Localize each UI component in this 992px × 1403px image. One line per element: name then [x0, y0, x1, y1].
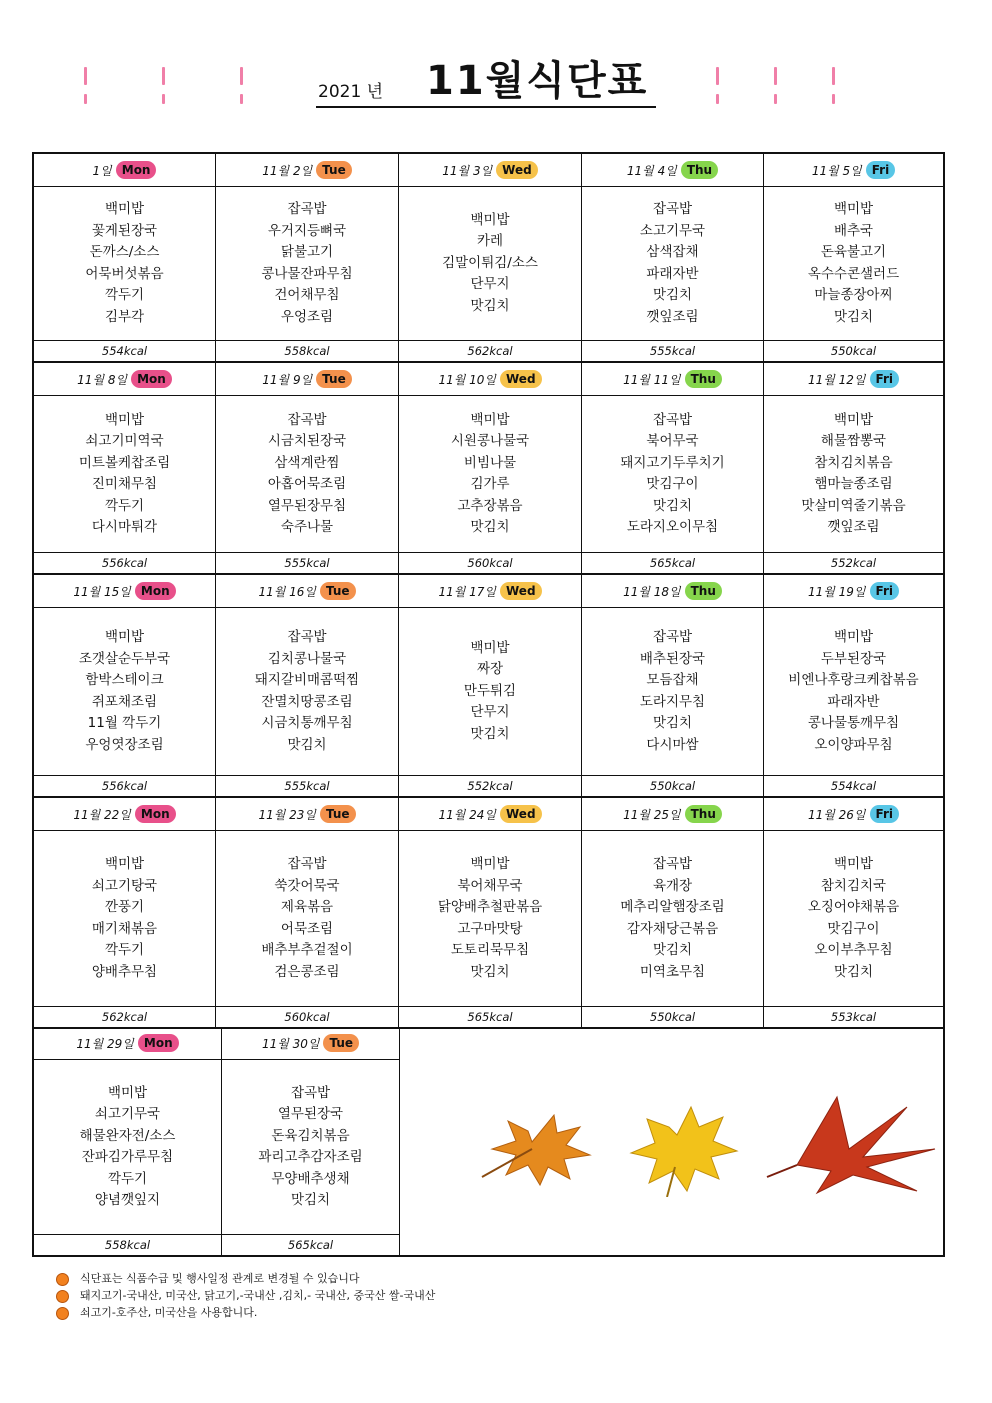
pink-tulip-icon — [832, 66, 842, 86]
day-cell — [582, 154, 764, 361]
week-row — [32, 796, 945, 1029]
dish: 잡곡밥 — [287, 856, 327, 872]
kcal-value: 556kcal — [34, 775, 215, 796]
day-cell — [399, 798, 582, 1027]
dish: 비빔나물 — [463, 454, 517, 471]
dish: 맛김치 — [287, 736, 327, 753]
dish: 고구마맛탕 — [457, 920, 523, 937]
dish: 삼색계란찜 — [274, 454, 340, 471]
dish: 백미밥 — [833, 629, 874, 645]
week-row — [32, 1027, 945, 1257]
day-cell — [34, 1027, 222, 1255]
day-cell — [34, 154, 216, 361]
dish: 도라지오이무침 — [626, 519, 719, 535]
dish: 쇠고기미역국 — [85, 433, 164, 449]
kcal-value: 552kcal — [399, 775, 581, 796]
dish: 우거지등뼈국 — [267, 222, 347, 239]
day-date: 11월 15일 — [73, 584, 131, 599]
dish: 조갯살순두부국 — [78, 650, 171, 667]
dish: 해물완자전/소스 — [79, 1127, 176, 1144]
weekday-badge: Fri — [870, 370, 899, 388]
weekday-badge: Fri — [870, 582, 899, 600]
dish: 김말이튀김/소스 — [442, 254, 538, 271]
dish: 깍두기 — [104, 942, 145, 958]
dish: 돈까스/소스 — [89, 244, 160, 260]
dish: 옥수수콘샐러드 — [807, 265, 900, 282]
weekday-badge: Wed — [500, 582, 542, 600]
day-cell — [582, 798, 764, 1027]
title-main: 11월식단표 — [426, 58, 649, 104]
kcal-value: 553kcal — [764, 1006, 943, 1027]
dish: 도토리묵무침 — [450, 942, 530, 958]
dish: 잡곡밥 — [287, 201, 327, 217]
kcal-value: 550kcal — [582, 775, 763, 796]
dish: 꽈리고추감자조림 — [258, 1149, 363, 1165]
dish: 햄마늘종조림 — [814, 476, 893, 492]
kcal-value: 562kcal — [399, 340, 581, 361]
dish: 백미밥 — [104, 856, 145, 872]
dish: 북어무국 — [646, 433, 699, 449]
dish: 오징어야채볶음 — [807, 899, 900, 915]
weekday-badge: Thu — [685, 370, 722, 388]
day-cell — [222, 1027, 400, 1255]
weekday-badge: Mon — [135, 805, 176, 823]
dish: 해물짬뽕국 — [820, 433, 887, 449]
kcal-value: 554kcal — [764, 775, 943, 796]
page-title — [316, 52, 656, 108]
pink-tulip-icon — [162, 66, 172, 86]
dish: 북어채무국 — [457, 877, 523, 894]
day-cell — [399, 363, 582, 573]
orange-dot-icon — [56, 1290, 69, 1303]
pink-tulip-icon — [774, 66, 784, 86]
dish: 잔파김가루무침 — [81, 1149, 174, 1165]
title-year: 2021 년 — [318, 82, 384, 102]
dish: 깍두기 — [104, 287, 145, 303]
note-text: 식단표는 식품수급 및 행사일정 관계로 변경될 수 있습니다 — [80, 1272, 360, 1285]
weekday-badge: Tue — [323, 1034, 359, 1052]
dish: 미역초무침 — [639, 963, 706, 980]
weekday-badge: Mon — [131, 370, 172, 388]
dish: 맛김구이 — [827, 920, 880, 937]
dish: 쇠고기탕국 — [91, 877, 158, 894]
dish: 열무된장국 — [277, 1106, 344, 1122]
dish: 제육볶음 — [280, 899, 334, 915]
day-date: 11월 2일 — [262, 163, 313, 178]
dish: 무양배추생채 — [271, 1170, 350, 1187]
dish: 맛김치 — [470, 963, 510, 980]
dish: 비엔나후랑크케찹볶음 — [788, 672, 919, 688]
dish: 백미밥 — [470, 211, 510, 228]
dish: 어묵조림 — [280, 920, 334, 937]
dish: 잡곡밥 — [287, 629, 327, 645]
dish: 김가루 — [470, 476, 510, 492]
weekday-badge: Fri — [866, 161, 895, 179]
dish: 백미밥 — [104, 201, 145, 217]
pink-tulip-icon — [240, 66, 250, 86]
day-date: 11월 24일 — [438, 807, 496, 822]
weekday-badge: Mon — [135, 582, 176, 600]
day-date: 11월 3일 — [442, 163, 493, 178]
day-cell — [764, 154, 943, 361]
day-cell — [34, 798, 216, 1027]
note-text: 돼지고기-국내산, 미국산, 닭고기,-국내산 ,김치,- 국내산, 중국산 쌀-국내산 — [80, 1289, 436, 1302]
dish: 꽃게된장국 — [91, 222, 158, 239]
dish: 만두튀김 — [463, 682, 517, 699]
dish: 아홉어묵조림 — [267, 476, 347, 492]
kcal-value: 550kcal — [764, 340, 943, 361]
dish: 배추국 — [833, 222, 874, 239]
kcal-value: 555kcal — [216, 775, 398, 796]
day-date: 11월 12일 — [807, 372, 866, 387]
dish: 쥐포채조림 — [91, 693, 158, 710]
dish: 우엉엿장조림 — [85, 736, 164, 753]
dish: 깻잎조림 — [646, 308, 699, 325]
dish: 콩나물통깨무침 — [807, 715, 900, 731]
day-date: 11월 25일 — [623, 807, 681, 822]
weekday-badge: Thu — [681, 161, 718, 179]
dish: 백미밥 — [833, 856, 874, 872]
dish: 잡곡밥 — [652, 201, 693, 217]
dish: 돈육불고기 — [820, 244, 887, 260]
week-row — [32, 573, 945, 798]
dish: 시원콩나물국 — [450, 433, 530, 449]
day-date: 11월 17일 — [438, 584, 496, 599]
dish: 시금치된장국 — [267, 433, 347, 449]
dish: 미트볼케찹조림 — [78, 454, 171, 471]
dish: 백미밥 — [470, 639, 510, 656]
weekday-badge: Wed — [500, 805, 542, 823]
dish: 맛김치 — [470, 725, 510, 742]
dish: 김부각 — [104, 308, 145, 325]
day-date: 11월 18일 — [623, 584, 681, 599]
weekday-badge: Tue — [320, 582, 356, 600]
kcal-value: 550kcal — [582, 1006, 763, 1027]
dish: 다시마쌈 — [646, 736, 699, 753]
note-item — [54, 1287, 435, 1304]
dish: 11월 깍두기 — [87, 715, 162, 731]
dish: 쇠고기무국 — [94, 1106, 161, 1122]
dish: 맛김치 — [652, 715, 693, 731]
day-date: 1일 — [92, 163, 112, 178]
dish: 백미밥 — [107, 1084, 148, 1101]
day-date: 11월 26일 — [807, 807, 866, 822]
day-cell — [764, 575, 943, 796]
kcal-value: 565kcal — [222, 1234, 399, 1255]
dish: 단무지 — [470, 276, 510, 293]
dish: 다시마튀각 — [91, 519, 158, 535]
day-date: 11월 10일 — [438, 372, 496, 387]
weekday-badge: Wed — [500, 370, 542, 388]
dish: 단무지 — [470, 704, 510, 721]
dish: 깐풍기 — [104, 899, 145, 915]
weekday-badge: Wed — [496, 161, 538, 179]
dish: 맛김치 — [470, 519, 510, 535]
day-date: 11월 8일 — [77, 372, 128, 387]
autumn-leaves-illustration — [402, 1087, 942, 1197]
kcal-value: 554kcal — [34, 340, 215, 361]
dish: 어묵버섯볶음 — [85, 265, 164, 282]
kcal-value: 562kcal — [34, 1006, 215, 1027]
day-cell — [582, 363, 764, 573]
orange-dot-icon — [56, 1273, 69, 1286]
dish: 잡곡밥 — [652, 629, 693, 645]
dish: 양배추무침 — [91, 963, 158, 980]
dish: 잡곡밥 — [287, 411, 327, 428]
note-text: 쇠고기-호주산, 미국산을 사용합니다. — [80, 1306, 258, 1319]
note-item — [54, 1304, 435, 1321]
dish: 백미밥 — [833, 411, 874, 428]
day-cell — [216, 798, 399, 1027]
kcal-value: 555kcal — [216, 552, 398, 573]
day-cell — [399, 575, 582, 796]
dish: 감자채당근볶음 — [626, 920, 719, 937]
dish: 맛김구이 — [646, 476, 699, 492]
weekday-badge: Tue — [320, 805, 356, 823]
kcal-value: 560kcal — [399, 552, 581, 573]
dish: 잡곡밥 — [290, 1084, 331, 1101]
kcal-value: 560kcal — [216, 1006, 398, 1027]
weekday-badge: Tue — [316, 370, 352, 388]
day-cell — [399, 154, 582, 361]
dish: 우엉조림 — [280, 308, 334, 325]
dish: 고추장볶음 — [457, 497, 523, 514]
day-date: 11월 30일 — [261, 1036, 320, 1051]
dish: 깍두기 — [104, 497, 145, 514]
day-date: 11월 23일 — [258, 807, 316, 822]
red-maple-leaf-icon — [767, 1097, 935, 1193]
dish: 배추된장국 — [639, 650, 706, 667]
day-date: 11월 11일 — [623, 372, 681, 387]
dish: 파래자반 — [827, 693, 880, 710]
dish: 열무된장무침 — [267, 497, 347, 514]
dish: 짜장 — [476, 661, 504, 678]
kcal-value: 565kcal — [399, 1006, 581, 1027]
dish: 양념깻잎지 — [94, 1192, 161, 1208]
dish: 맛김치 — [833, 308, 874, 325]
dish: 맛김치 — [652, 942, 693, 958]
dish: 백미밥 — [470, 856, 510, 872]
pink-tulip-icon — [716, 66, 726, 86]
kcal-value: 555kcal — [582, 340, 763, 361]
dish: 맛김치 — [470, 297, 510, 314]
dish: 돼지갈비매콤떡찜 — [254, 672, 360, 688]
dish: 돼지고기두루치기 — [620, 454, 725, 471]
dish: 잡곡밥 — [652, 411, 693, 428]
dish: 메추리알햄장조림 — [620, 899, 725, 915]
kcal-value: 556kcal — [34, 552, 215, 573]
dish: 닭양배추철판볶음 — [437, 899, 543, 915]
day-cell — [34, 363, 216, 573]
day-date: 11월 22일 — [73, 807, 131, 822]
dish: 오이양파무침 — [814, 736, 893, 753]
day-date: 11월 19일 — [807, 584, 866, 599]
dish: 참치김치볶음 — [814, 454, 893, 471]
dish: 육개장 — [652, 877, 693, 894]
dish: 소고기무국 — [639, 222, 706, 239]
dish: 두부된장국 — [820, 650, 887, 667]
day-date: 11월 9일 — [262, 372, 313, 387]
dish: 모듬잡채 — [646, 672, 699, 688]
dish: 돈육김치볶음 — [271, 1127, 350, 1144]
dish: 함박스테이크 — [85, 672, 164, 688]
dish: 도라지무침 — [639, 693, 706, 710]
dish: 시금치통깨무침 — [261, 715, 353, 731]
day-cell — [34, 575, 216, 796]
kcal-value: 558kcal — [34, 1234, 221, 1255]
dish: 백미밥 — [104, 629, 145, 645]
weekday-badge: Thu — [685, 805, 722, 823]
dish: 잔멸치땅콩조림 — [261, 693, 353, 710]
notes-section — [54, 1270, 435, 1321]
dish: 마늘종장아찌 — [814, 287, 893, 303]
dish: 참치김치국 — [820, 877, 887, 894]
dish: 매기채볶음 — [91, 920, 158, 937]
orange-maple-leaf-icon — [482, 1115, 590, 1185]
weekday-badge: Mon — [116, 161, 157, 179]
kcal-value: 558kcal — [216, 340, 398, 361]
dish: 맛김치 — [290, 1192, 331, 1208]
dish: 검은콩조림 — [274, 963, 340, 980]
dish: 건어채무침 — [274, 287, 340, 303]
dish: 백미밥 — [470, 411, 510, 428]
day-cell — [764, 798, 943, 1027]
dish: 콩나물잔파무침 — [261, 265, 353, 282]
kcal-value: 552kcal — [764, 552, 943, 573]
day-cell — [216, 154, 399, 361]
kcal-value: 565kcal — [582, 552, 763, 573]
weekday-badge: Fri — [870, 805, 899, 823]
day-cell — [216, 363, 399, 573]
dish: 오이부추무침 — [814, 942, 893, 958]
dish: 맛김치 — [652, 497, 693, 514]
dish: 카레 — [476, 233, 504, 250]
weekday-badge: Mon — [138, 1034, 179, 1052]
dish: 백미밥 — [104, 411, 145, 428]
weekday-badge: Thu — [685, 582, 722, 600]
day-cell — [216, 575, 399, 796]
day-cell — [582, 575, 764, 796]
dish: 김치콩나물국 — [267, 650, 347, 667]
orange-dot-icon — [56, 1307, 69, 1320]
dish: 쑥갓어묵국 — [274, 877, 340, 894]
day-date: 11월 29일 — [76, 1036, 134, 1051]
day-cell — [764, 363, 943, 573]
dish: 맛살미역줄기볶음 — [801, 497, 906, 514]
dish: 배추부추겉절이 — [261, 942, 353, 958]
day-date: 11월 5일 — [811, 163, 862, 178]
note-item — [54, 1270, 435, 1287]
day-date: 11월 16일 — [258, 584, 316, 599]
week-row — [32, 152, 945, 363]
dish: 잡곡밥 — [652, 856, 693, 872]
weekday-badge: Tue — [316, 161, 352, 179]
day-date: 11월 4일 — [626, 163, 677, 178]
dish: 맛김치 — [652, 287, 693, 303]
dish: 닭불고기 — [280, 244, 334, 260]
dish: 삼색잡채 — [646, 244, 699, 260]
dish: 숙주나물 — [280, 519, 334, 535]
week-row — [32, 361, 945, 575]
dish: 맛김치 — [833, 963, 874, 980]
dish: 백미밥 — [833, 201, 874, 217]
dish: 깍두기 — [107, 1170, 148, 1187]
dish: 깻잎조림 — [827, 519, 880, 535]
pink-tulip-icon — [84, 66, 94, 86]
dish: 진미채무침 — [91, 476, 158, 492]
yellow-maple-leaf-icon — [631, 1107, 737, 1197]
dish: 파래자반 — [646, 265, 699, 282]
